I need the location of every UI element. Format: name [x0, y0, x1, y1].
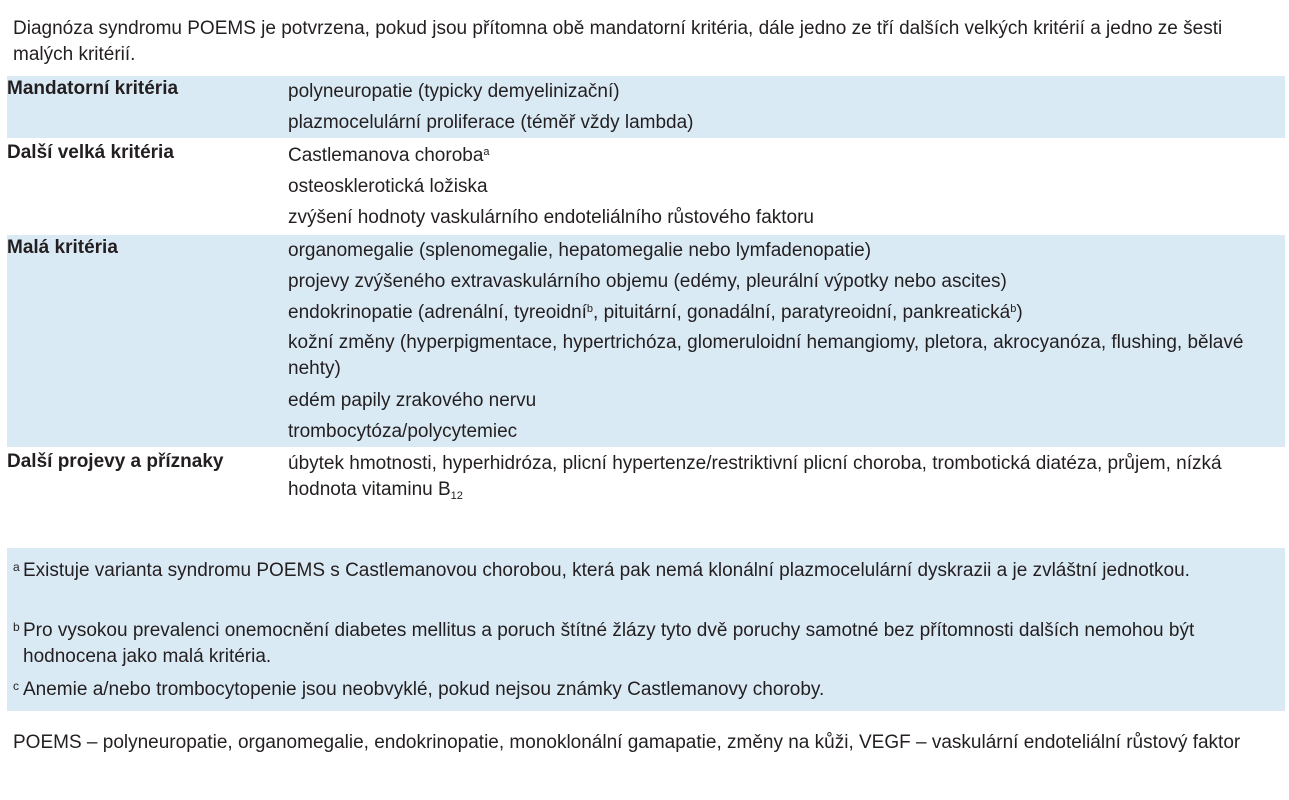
- criterion-item: úbytek hmotnosti, hyperhidróza, plicní hypertenze/restriktivní plicní choroba, trombotická diatéza, průjem, nízká hodnota vitaminu $B_{12}$: [288, 453, 1222, 502]
- row-label-major: Další velká kritéria: [7, 139, 288, 234]
- criterion-item: organomegalie (splenomegalie, hepatomegalie nebo lymfadenopatie): [288, 240, 872, 261]
- criterion-item: endokrinopatie (adrenální, tyreoidní$^b$, pituitární, gonadální, paratyreoidní, pankreatická$^b$): [288, 302, 1023, 323]
- criterion-item: edém papily zrakového nervu: [288, 390, 537, 411]
- footnotes-block: [7, 548, 1285, 711]
- row-items-other: [288, 448, 1285, 506]
- intro-text: Diagnóza syndromu POEMS je potvrzena, pokud jsou přítomna obě mandatorní kritéria, dále jedno ze tří dalších velkých kritérií a jedno ze šesti malých kritérií.: [13, 18, 1223, 65]
- subscript-12: 12: [450, 490, 463, 502]
- footnote-mark: c: [13, 679, 19, 693]
- footnote-b: [13, 618, 1275, 670]
- row-items-mandatory: [288, 76, 1285, 139]
- table-row-other: [7, 448, 1285, 506]
- footnote-mark: a: [13, 560, 20, 574]
- row-items-major: [288, 139, 1285, 234]
- criterion-item: [288, 140, 1285, 171]
- footnote-ref-a: a: [483, 146, 490, 158]
- footnote-c: [13, 677, 1275, 703]
- criterion-item: projevy zvýšeného extravaskulárního objemu (edémy, pleurální výpotky nebo ascites): [288, 271, 1007, 292]
- table-row-minor: [7, 234, 1285, 448]
- table-row-major: [7, 139, 1285, 234]
- criterion-item: kožní změny (hyperpigmentace, hypertrichóza, glomeruloidní hemangiomy, pletora, akrocyanóza, flushing, bělavé nehty): [288, 332, 1244, 379]
- row-label-mandatory: Mandatorní kritéria: [7, 76, 288, 139]
- footnote-a: [13, 558, 1275, 584]
- footnote-ref-b: b: [1010, 303, 1017, 315]
- criterion-item: polyneuropatie (typicky demyelinizační): [288, 81, 620, 102]
- footnote-ref-b: b: [586, 303, 594, 315]
- table-row-mandatory: [7, 76, 1285, 139]
- row-label-other: Další projevy a příznaky: [7, 448, 288, 506]
- criteria-table: [7, 76, 1285, 506]
- criterion-item: plazmocelulární proliferace (téměř vždy lambda): [288, 112, 694, 133]
- footnote-text: Existuje varianta syndromu POEMS s Castlemanovou chorobou, která pak nemá klonální plazmocelulární dyskrazii a je zvláštní jednotkou.: [23, 560, 1190, 581]
- row-items-minor: [288, 234, 1285, 448]
- abbreviations-text: POEMS – polyneuropatie, organomegalie, endokrinopatie, monoklonální gamapatie, změny na kůži, VEGF – vaskulární endoteliální růstový faktor: [13, 732, 1241, 753]
- footnote-mark: b: [13, 620, 20, 634]
- row-label-minor: Malá kritéria: [7, 234, 288, 448]
- criterion-text: Castlemanova choroba: [288, 145, 484, 166]
- footnote-text: Anemie a/nebo trombocytopenie jsou neobvyklé, pokud nejsou známky Castlemanovy choroby.: [23, 679, 825, 700]
- criterion-item: trombocytóza/polycytemiec: [288, 421, 518, 442]
- criterion-item: zvýšení hodnoty vaskulárního endoteliálního růstového faktoru: [288, 207, 814, 228]
- criterion-item: osteosklerotická ložiska: [288, 176, 488, 197]
- footnote-text: Pro vysokou prevalenci onemocnění diabetes mellitus a poruch štítné žlázy tyto dvě poruchy samotné bez přítomnosti dalších nemohou být hodnocena jako malá kritéria.: [23, 620, 1195, 667]
